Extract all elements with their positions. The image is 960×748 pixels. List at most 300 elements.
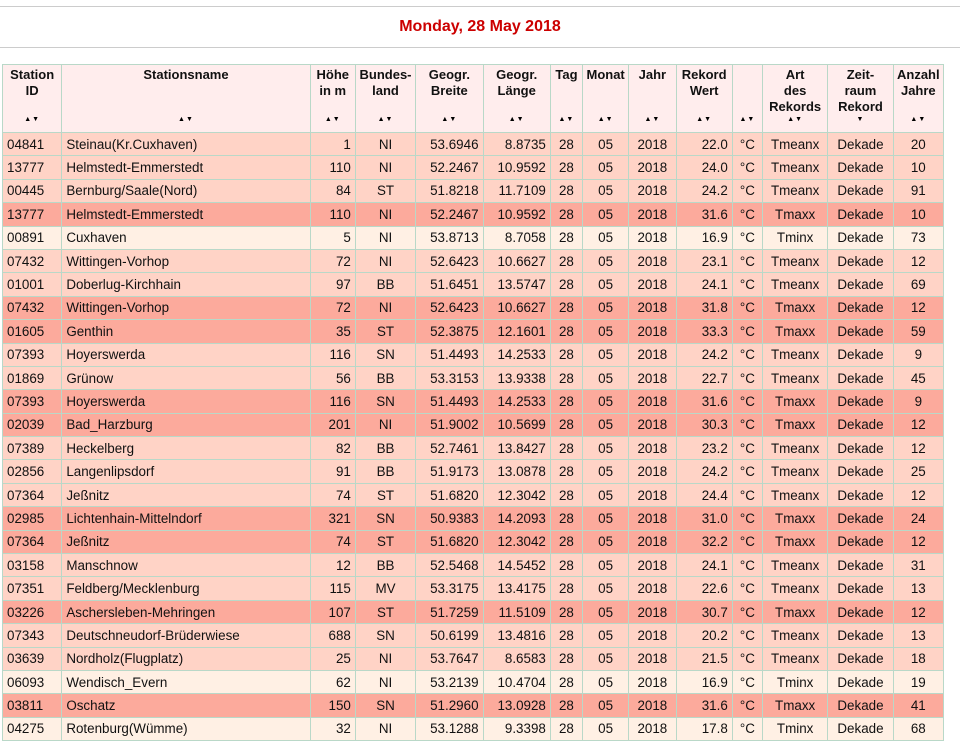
cell-bundesland: SN	[355, 694, 415, 717]
cell-jahr: 2018	[629, 670, 676, 693]
cell-station-name: Jeßnitz	[62, 530, 310, 553]
header-label-line: Rekord	[681, 67, 727, 82]
cell-jahr: 2018	[629, 343, 676, 366]
sort-arrows-icon[interactable]: ▲▼	[739, 116, 756, 123]
cell-art: Tmaxx	[762, 203, 827, 226]
cell-breite: 51.7259	[416, 600, 483, 623]
cell-anzahl: 9	[893, 390, 943, 413]
cell-station-id: 13777	[3, 203, 62, 226]
cell-anzahl: 91	[893, 179, 943, 202]
cell-rekord-wert: 23.1	[676, 249, 732, 272]
cell-art: Tmeanx	[762, 343, 827, 366]
col-header-monat[interactable]	[583, 65, 629, 133]
cell-breite: 52.6423	[416, 296, 483, 319]
cell-laenge: 10.9592	[483, 156, 550, 179]
cell-jahr: 2018	[629, 507, 676, 530]
cell-bundesland: NI	[355, 203, 415, 226]
cell-station-name: Cuxhaven	[62, 226, 310, 249]
header-label-line: Geogr.	[496, 67, 538, 82]
cell-rekord-wert: 24.2	[676, 179, 732, 202]
cell-jahr: 2018	[629, 577, 676, 600]
cell-station-id: 03158	[3, 554, 62, 577]
cell-station-name: Aschersleben-Mehringen	[62, 600, 310, 623]
cell-anzahl: 41	[893, 694, 943, 717]
cell-unit: °C	[732, 460, 762, 483]
cell-station-id: 03811	[3, 694, 62, 717]
cell-bundesland: BB	[355, 366, 415, 389]
cell-laenge: 11.5109	[483, 600, 550, 623]
cell-station-name: Wendisch_Evern	[62, 670, 310, 693]
cell-station-id: 00891	[3, 226, 62, 249]
cell-station-name: Doberlug-Kirchhain	[62, 273, 310, 296]
cell-laenge: 14.2533	[483, 390, 550, 413]
cell-art: Tmeanx	[762, 273, 827, 296]
cell-anzahl: 12	[893, 249, 943, 272]
table-row	[3, 437, 944, 460]
cell-jahr: 2018	[629, 694, 676, 717]
cell-unit: °C	[732, 179, 762, 202]
cell-breite: 52.6423	[416, 249, 483, 272]
table-row	[3, 413, 944, 436]
cell-monat: 05	[583, 226, 629, 249]
table-row	[3, 203, 944, 226]
cell-laenge: 13.4816	[483, 624, 550, 647]
cell-art: Tmeanx	[762, 554, 827, 577]
table-row	[3, 249, 944, 272]
cell-rekord-wert: 30.3	[676, 413, 732, 436]
cell-zeitraum: Dekade	[828, 437, 893, 460]
cell-station-id: 07432	[3, 249, 62, 272]
cell-station-id: 07432	[3, 296, 62, 319]
cell-art: Tmeanx	[762, 156, 827, 179]
cell-station-name: Hoyerswerda	[62, 390, 310, 413]
cell-art: Tmaxx	[762, 530, 827, 553]
cell-hoehe: 150	[310, 694, 355, 717]
cell-rekord-wert: 23.2	[676, 437, 732, 460]
cell-station-id: 07343	[3, 624, 62, 647]
table-row	[3, 624, 944, 647]
cell-zeitraum: Dekade	[828, 600, 893, 623]
cell-jahr: 2018	[629, 530, 676, 553]
cell-jahr: 2018	[629, 413, 676, 436]
page-title: Monday, 28 May 2018	[399, 18, 561, 35]
cell-tag: 28	[550, 670, 582, 693]
cell-station-id: 13777	[3, 156, 62, 179]
cell-monat: 05	[583, 624, 629, 647]
cell-monat: 05	[583, 647, 629, 670]
cell-jahr: 2018	[629, 483, 676, 506]
sort-arrows-icon[interactable]: ▲▼	[558, 116, 575, 123]
cell-bundesland: BB	[355, 554, 415, 577]
table-row	[3, 320, 944, 343]
sort-arrows-icon[interactable]: ▲▼	[597, 116, 614, 123]
table-row	[3, 273, 944, 296]
cell-laenge: 10.9592	[483, 203, 550, 226]
table-row	[3, 296, 944, 319]
cell-hoehe: 321	[310, 507, 355, 530]
header-row	[3, 65, 944, 133]
cell-anzahl: 12	[893, 413, 943, 436]
cell-rekord-wert: 16.9	[676, 226, 732, 249]
cell-tag: 28	[550, 554, 582, 577]
cell-anzahl: 12	[893, 600, 943, 623]
header-label-line: Bundes-	[359, 67, 412, 82]
records-table	[2, 64, 944, 741]
cell-unit: °C	[732, 296, 762, 319]
cell-rekord-wert: 24.0	[676, 156, 732, 179]
title-divider	[0, 47, 960, 48]
cell-art: Tmaxx	[762, 507, 827, 530]
cell-unit: °C	[732, 343, 762, 366]
cell-hoehe: 110	[310, 203, 355, 226]
cell-bundesland: SN	[355, 390, 415, 413]
cell-zeitraum: Dekade	[828, 554, 893, 577]
cell-rekord-wert: 22.6	[676, 577, 732, 600]
cell-rekord-wert: 16.9	[676, 670, 732, 693]
col-header-station-id[interactable]	[3, 65, 62, 133]
table-row	[3, 694, 944, 717]
header-label-line: Geogr.	[428, 67, 470, 82]
cell-breite: 52.3875	[416, 320, 483, 343]
cell-monat: 05	[583, 600, 629, 623]
cell-unit: °C	[732, 670, 762, 693]
header-label-line: Rekords	[769, 99, 822, 114]
cell-bundesland: SN	[355, 343, 415, 366]
cell-station-id: 07393	[3, 343, 62, 366]
cell-jahr: 2018	[629, 320, 676, 343]
cell-rekord-wert: 31.8	[676, 296, 732, 319]
cell-monat: 05	[583, 156, 629, 179]
table-row	[3, 717, 944, 740]
cell-jahr: 2018	[629, 717, 676, 740]
cell-tag: 28	[550, 460, 582, 483]
col-header-breite[interactable]	[416, 65, 483, 133]
cell-bundesland: NI	[355, 156, 415, 179]
header-label-line: Tag	[555, 67, 578, 82]
sort-arrows-icon[interactable]: ▲▼	[508, 116, 525, 123]
cell-hoehe: 1	[310, 133, 355, 156]
header-label-line: Rekord	[838, 99, 883, 114]
cell-anzahl: 12	[893, 437, 943, 460]
cell-breite: 51.9173	[416, 460, 483, 483]
cell-station-id: 01605	[3, 320, 62, 343]
cell-hoehe: 74	[310, 530, 355, 553]
cell-zeitraum: Dekade	[828, 320, 893, 343]
sort-arrows-icon[interactable]: ▲▼	[24, 116, 41, 123]
table-row	[3, 507, 944, 530]
header-label-line: land	[372, 83, 399, 98]
cell-breite: 53.8713	[416, 226, 483, 249]
col-header-tag[interactable]	[550, 65, 582, 133]
sort-arrows-icon[interactable]: ▲▼	[324, 116, 341, 123]
header-label-line: Station	[10, 67, 55, 82]
cell-jahr: 2018	[629, 600, 676, 623]
cell-rekord-wert: 31.0	[676, 507, 732, 530]
sort-arrows-icon[interactable]: ▲▼	[377, 116, 394, 123]
cell-jahr: 2018	[629, 273, 676, 296]
cell-breite: 52.2467	[416, 203, 483, 226]
cell-hoehe: 107	[310, 600, 355, 623]
cell-station-name: Oschatz	[62, 694, 310, 717]
col-header-hoehe[interactable]	[310, 65, 355, 133]
header-label-line: Monat	[586, 67, 625, 82]
cell-station-id: 01001	[3, 273, 62, 296]
cell-hoehe: 74	[310, 483, 355, 506]
cell-station-id: 04841	[3, 133, 62, 156]
header-label-line: Anzahl	[897, 67, 940, 82]
cell-bundesland: ST	[355, 530, 415, 553]
cell-tag: 28	[550, 273, 582, 296]
cell-monat: 05	[583, 296, 629, 319]
col-header-zeitraum[interactable]	[828, 65, 893, 133]
cell-zeitraum: Dekade	[828, 624, 893, 647]
cell-breite: 52.5468	[416, 554, 483, 577]
cell-art: Tmeanx	[762, 647, 827, 670]
cell-hoehe: 62	[310, 670, 355, 693]
cell-rekord-wert: 31.6	[676, 203, 732, 226]
cell-tag: 28	[550, 343, 582, 366]
cell-unit: °C	[732, 647, 762, 670]
cell-anzahl: 45	[893, 366, 943, 389]
cell-hoehe: 12	[310, 554, 355, 577]
cell-zeitraum: Dekade	[828, 670, 893, 693]
cell-bundesland: NI	[355, 133, 415, 156]
cell-unit: °C	[732, 694, 762, 717]
cell-unit: °C	[732, 249, 762, 272]
table-row	[3, 366, 944, 389]
cell-breite: 50.9383	[416, 507, 483, 530]
header-label-line: Höhe	[316, 67, 349, 82]
cell-unit: °C	[732, 156, 762, 179]
cell-zeitraum: Dekade	[828, 156, 893, 179]
cell-bundesland: ST	[355, 600, 415, 623]
cell-unit: °C	[732, 600, 762, 623]
cell-tag: 28	[550, 647, 582, 670]
sort-arrows-icon[interactable]: ▲▼	[787, 116, 804, 123]
col-header-jahr[interactable]	[629, 65, 676, 133]
cell-tag: 28	[550, 390, 582, 413]
cell-laenge: 14.2533	[483, 343, 550, 366]
cell-station-name: Lichtenhain-Mittelndorf	[62, 507, 310, 530]
cell-station-id: 00445	[3, 179, 62, 202]
cell-tag: 28	[550, 133, 582, 156]
cell-laenge: 9.3398	[483, 717, 550, 740]
cell-hoehe: 201	[310, 413, 355, 436]
cell-monat: 05	[583, 670, 629, 693]
cell-laenge: 8.8735	[483, 133, 550, 156]
sort-arrows-icon[interactable]: ▲▼	[441, 116, 458, 123]
cell-hoehe: 84	[310, 179, 355, 202]
cell-tag: 28	[550, 156, 582, 179]
cell-art: Tmeanx	[762, 460, 827, 483]
cell-hoehe: 115	[310, 577, 355, 600]
cell-breite: 51.2960	[416, 694, 483, 717]
cell-anzahl: 20	[893, 133, 943, 156]
header-label-line: Stationsname	[143, 67, 229, 82]
cell-zeitraum: Dekade	[828, 343, 893, 366]
cell-hoehe: 110	[310, 156, 355, 179]
cell-station-id: 07364	[3, 483, 62, 506]
cell-art: Tmeanx	[762, 483, 827, 506]
cell-unit: °C	[732, 413, 762, 436]
cell-tag: 28	[550, 694, 582, 717]
cell-monat: 05	[583, 390, 629, 413]
cell-anzahl: 24	[893, 507, 943, 530]
cell-monat: 05	[583, 530, 629, 553]
cell-unit: °C	[732, 390, 762, 413]
sort-arrow-down-icon[interactable]: ▼	[856, 116, 865, 123]
cell-breite: 52.2467	[416, 156, 483, 179]
cell-art: Tminx	[762, 717, 827, 740]
cell-breite: 51.6451	[416, 273, 483, 296]
cell-jahr: 2018	[629, 437, 676, 460]
cell-laenge: 13.5747	[483, 273, 550, 296]
cell-art: Tmaxx	[762, 320, 827, 343]
cell-art: Tmaxx	[762, 694, 827, 717]
cell-bundesland: BB	[355, 460, 415, 483]
cell-laenge: 12.3042	[483, 530, 550, 553]
cell-bundesland: NI	[355, 226, 415, 249]
cell-bundesland: NI	[355, 670, 415, 693]
cell-tag: 28	[550, 203, 582, 226]
cell-zeitraum: Dekade	[828, 390, 893, 413]
cell-tag: 28	[550, 179, 582, 202]
cell-unit: °C	[732, 530, 762, 553]
col-header-art[interactable]	[762, 65, 827, 133]
cell-unit: °C	[732, 624, 762, 647]
cell-unit: °C	[732, 717, 762, 740]
table-row	[3, 483, 944, 506]
cell-rekord-wert: 17.8	[676, 717, 732, 740]
col-header-rekord-wert[interactable]	[676, 65, 732, 133]
sort-arrows-icon[interactable]: ▲▼	[910, 116, 927, 123]
cell-station-name: Helmstedt-Emmerstedt	[62, 156, 310, 179]
col-header-unit[interactable]	[732, 65, 762, 133]
cell-tag: 28	[550, 226, 582, 249]
cell-hoehe: 91	[310, 460, 355, 483]
cell-monat: 05	[583, 366, 629, 389]
table-row	[3, 226, 944, 249]
cell-tag: 28	[550, 249, 582, 272]
cell-rekord-wert: 31.6	[676, 390, 732, 413]
cell-station-name: Deutschneudorf-Brüderwiese	[62, 624, 310, 647]
cell-anzahl: 12	[893, 296, 943, 319]
cell-anzahl: 10	[893, 203, 943, 226]
header-label-line: Zeit-	[846, 67, 875, 82]
cell-laenge: 10.5699	[483, 413, 550, 436]
cell-station-name: Steinau(Kr.Cuxhaven)	[62, 133, 310, 156]
cell-anzahl: 69	[893, 273, 943, 296]
cell-zeitraum: Dekade	[828, 179, 893, 202]
cell-zeitraum: Dekade	[828, 296, 893, 319]
cell-station-id: 04275	[3, 717, 62, 740]
col-header-laenge[interactable]	[483, 65, 550, 133]
col-header-bundesland[interactable]	[355, 65, 415, 133]
cell-hoehe: 56	[310, 366, 355, 389]
cell-anzahl: 73	[893, 226, 943, 249]
cell-station-id: 07389	[3, 437, 62, 460]
cell-station-name: Langenlipsdorf	[62, 460, 310, 483]
cell-hoehe: 35	[310, 320, 355, 343]
cell-monat: 05	[583, 717, 629, 740]
cell-monat: 05	[583, 179, 629, 202]
cell-bundesland: NI	[355, 413, 415, 436]
sort-arrows-icon[interactable]: ▲▼	[696, 116, 713, 123]
cell-zeitraum: Dekade	[828, 413, 893, 436]
cell-anzahl: 10	[893, 156, 943, 179]
cell-station-name: Bernburg/Saale(Nord)	[62, 179, 310, 202]
cell-station-name: Helmstedt-Emmerstedt	[62, 203, 310, 226]
table-row	[3, 554, 944, 577]
cell-laenge: 8.7058	[483, 226, 550, 249]
cell-station-id: 07351	[3, 577, 62, 600]
cell-bundesland: NI	[355, 296, 415, 319]
cell-tag: 28	[550, 530, 582, 553]
cell-tag: 28	[550, 507, 582, 530]
cell-laenge: 12.1601	[483, 320, 550, 343]
cell-anzahl: 31	[893, 554, 943, 577]
cell-monat: 05	[583, 507, 629, 530]
cell-station-name: Wittingen-Vorhop	[62, 296, 310, 319]
col-header-station-name[interactable]	[62, 65, 310, 133]
header-label-line: Jahre	[900, 83, 936, 98]
cell-zeitraum: Dekade	[828, 530, 893, 553]
cell-bundesland: SN	[355, 507, 415, 530]
cell-bundesland: SN	[355, 624, 415, 647]
cell-bundesland: NI	[355, 717, 415, 740]
cell-hoehe: 72	[310, 296, 355, 319]
cell-art: Tmeanx	[762, 624, 827, 647]
cell-breite: 53.6946	[416, 133, 483, 156]
cell-zeitraum: Dekade	[828, 717, 893, 740]
cell-art: Tminx	[762, 670, 827, 693]
cell-art: Tmeanx	[762, 133, 827, 156]
cell-tag: 28	[550, 296, 582, 319]
col-header-anzahl[interactable]	[893, 65, 943, 133]
cell-rekord-wert: 24.1	[676, 273, 732, 296]
cell-zeitraum: Dekade	[828, 460, 893, 483]
cell-station-id: 03226	[3, 600, 62, 623]
cell-zeitraum: Dekade	[828, 577, 893, 600]
cell-zeitraum: Dekade	[828, 203, 893, 226]
cell-unit: °C	[732, 437, 762, 460]
cell-monat: 05	[583, 133, 629, 156]
sort-arrows-icon[interactable]: ▲▼	[644, 116, 661, 123]
cell-zeitraum: Dekade	[828, 647, 893, 670]
cell-anzahl: 12	[893, 530, 943, 553]
cell-monat: 05	[583, 249, 629, 272]
cell-anzahl: 68	[893, 717, 943, 740]
header-label-line: Länge	[497, 83, 536, 98]
cell-art: Tmaxx	[762, 413, 827, 436]
cell-monat: 05	[583, 460, 629, 483]
cell-rekord-wert: 24.2	[676, 343, 732, 366]
cell-breite: 53.3153	[416, 366, 483, 389]
cell-anzahl: 59	[893, 320, 943, 343]
cell-station-id: 02985	[3, 507, 62, 530]
cell-station-id: 07364	[3, 530, 62, 553]
sort-arrows-icon[interactable]: ▲▼	[178, 116, 194, 123]
cell-laenge: 10.4704	[483, 670, 550, 693]
header-label-line: Jahr	[638, 67, 667, 82]
cell-zeitraum: Dekade	[828, 226, 893, 249]
cell-monat: 05	[583, 343, 629, 366]
cell-station-id: 03639	[3, 647, 62, 670]
cell-rekord-wert: 24.4	[676, 483, 732, 506]
cell-unit: °C	[732, 366, 762, 389]
cell-unit: °C	[732, 320, 762, 343]
cell-laenge: 13.0878	[483, 460, 550, 483]
